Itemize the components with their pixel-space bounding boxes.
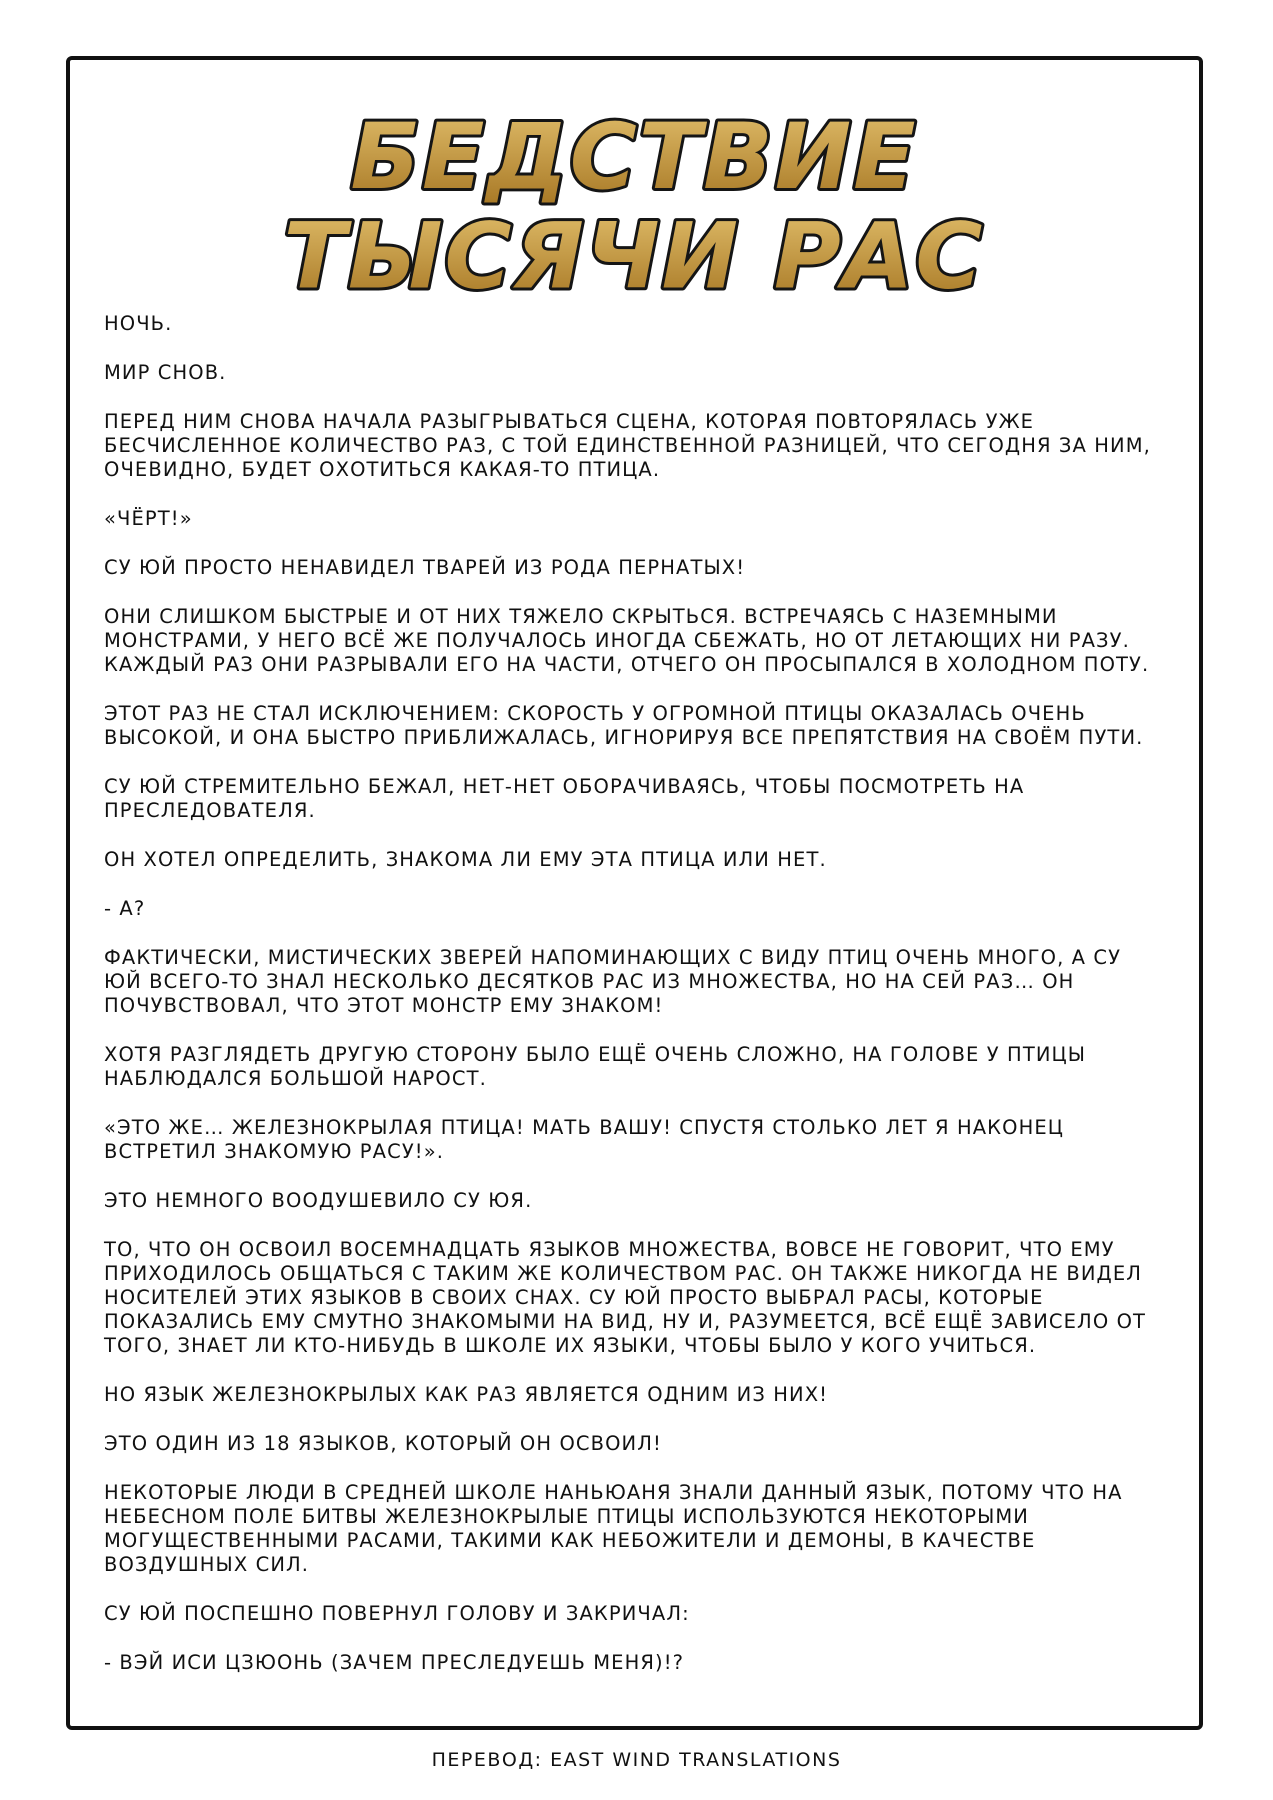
paragraph: МИР СНОВ.: [104, 361, 227, 384]
paragraph: «ЭТО ЖЕ… ЖЕЛЕЗНОКРЫЛАЯ ПТИЦА! МАТЬ ВАШУ! СПУСТЯ СТОЛЬКО ЛЕТ Я НАКОНЕЦ ВСТРЕТИЛ ЗНАКОМУЮ РАСУ!».: [104, 1116, 1064, 1163]
paragraph: СУ ЮЙ ПОСПЕШНО ПОВЕРНУЛ ГОЛОВУ И ЗАКРИЧАЛ:: [104, 1602, 690, 1625]
translation-credit: ПЕРЕВОД: EAST WIND TRANSLATIONS: [431, 1749, 842, 1771]
page-frame: [66, 56, 1203, 1730]
paragraph: ОНИ СЛИШКОМ БЫСТРЫЕ И ОТ НИХ ТЯЖЕЛО СКРЫТЬСЯ. ВСТРЕЧАЯСЬ С НАЗЕМНЫМИ МОНСТРАМИ, У НЕГО ВСЁ ЖЕ ПОЛУЧАЛОСЬ ИНОГДА СБЕЖАТЬ, НО ОТ ЛЕТАЮЩИХ НИ РАЗУ. КАЖДЫЙ РАЗ ОНИ РАЗРЫВАЛИ ЕГО НА ЧАСТИ, ОТЧЕГО ОН ПРОСЫПАЛСЯ В ХОЛОДНОМ ПОТУ.: [104, 605, 1150, 676]
paragraph: - А?: [104, 897, 146, 920]
paragraph: ЭТО НЕМНОГО ВООДУШЕВИЛО СУ ЮЯ.: [104, 1189, 533, 1212]
title-logo-graphic: [70, 100, 1199, 300]
paragraph: ЭТОТ РАЗ НЕ СТАЛ ИСКЛЮЧЕНИЕМ: СКОРОСТЬ У ОГРОМНОЙ ПТИЦЫ ОКАЗАЛАСЬ ОЧЕНЬ ВЫСОКОЙ, И ОНА БЫСТРО ПРИБЛИЖАЛАСЬ, ИГНОРИРУЯ ВСЕ ПРЕПЯТСТВИЯ НА СВОЁМ ПУТИ.: [104, 702, 1144, 749]
story-text: [104, 312, 1164, 1700]
paragraph: ОН ХОТЕЛ ОПРЕДЕЛИТЬ, ЗНАКОМА ЛИ ЕМУ ЭТА ПТИЦА ИЛИ НЕТ.: [104, 848, 827, 871]
paragraph: НЕКОТОРЫЕ ЛЮДИ В СРЕДНЕЙ ШКОЛЕ НАНЬЮАНЯ ЗНАЛИ ДАННЫЙ ЯЗЫК, ПОТОМУ ЧТО НА НЕБЕСНОМ ПОЛЕ БИТВЫ ЖЕЛЕЗНОКРЫЛЫЕ ПТИЦЫ ИСПОЛЬЗУЮТСЯ НЕКОТОРЫМИ МОГУЩЕСТВЕННЫМИ РАСАМИ, ТАКИМИ КАК НЕБОЖИТЕЛИ И ДЕМОНЫ, В КАЧЕСТВЕ ВОЗДУШНЫХ СИЛ.: [104, 1481, 1123, 1576]
paragraph: ПЕРЕД НИМ СНОВА НАЧАЛА РАЗЫГРЫВАТЬСЯ СЦЕНА, КОТОРАЯ ПОВТОРЯЛАСЬ УЖЕ БЕСЧИСЛЕННОЕ КОЛИЧЕСТВО РАЗ, С ТОЙ ЕДИНСТВЕННОЙ РАЗНИЦЕЙ, ЧТО СЕГОДНЯ ЗА НИМ, ОЧЕВИДНО, БУДЕТ ОХОТИТЬСЯ КАКАЯ-ТО ПТИЦА.: [104, 410, 1151, 481]
paragraph: СУ ЮЙ СТРЕМИТЕЛЬНО БЕЖАЛ, НЕТ-НЕТ ОБОРАЧИВАЯСЬ, ЧТОБЫ ПОСМОТРЕТЬ НА ПРЕСЛЕДОВАТЕЛЯ.: [104, 775, 1025, 822]
paragraph: СУ ЮЙ ПРОСТО НЕНАВИДЕЛ ТВАРЕЙ ИЗ РОДА ПЕРНАТЫХ!: [104, 556, 746, 579]
title-line-2: ТЫСЯЧИ РАС: [283, 202, 985, 300]
title-logo: [70, 100, 1199, 300]
paragraph: «ЧЁРТ!»: [104, 507, 193, 530]
title-line-1: БЕДСТВИЕ: [350, 103, 918, 211]
paragraph: НОЧЬ.: [104, 312, 173, 335]
paragraph: ТО, ЧТО ОН ОСВОИЛ ВОСЕМНАДЦАТЬ ЯЗЫКОВ МНОЖЕСТВА, ВОВСЕ НЕ ГОВОРИТ, ЧТО ЕМУ ПРИХОДИЛОСЬ ОБЩАТЬСЯ С ТАКИМ ЖЕ КОЛИЧЕСТВОМ РАС. ОН ТАКЖЕ НИКОГДА НЕ ВИДЕЛ НОСИТЕЛЕЙ ЭТИХ ЯЗЫКОВ В СВОИХ СНАХ. СУ ЮЙ ПРОСТО ВЫБРАЛ РАСЫ, КОТОРЫЕ ПОКАЗАЛИСЬ ЕМУ СМУТНО ЗНАКОМЫМИ НА ВИД, НУ И, РАЗУМЕЕТСЯ, ВСЁ ЕЩЁ ЗАВИСЕЛО ОТ ТОГО, ЗНАЕТ ЛИ КТО-НИБУДЬ В ШКОЛЕ ИХ ЯЗЫКИ, ЧТОБЫ БЫЛО У КОГО УЧИТЬСЯ.: [104, 1238, 1147, 1357]
paragraph: ХОТЯ РАЗГЛЯДЕТЬ ДРУГУЮ СТОРОНУ БЫЛО ЕЩЁ ОЧЕНЬ СЛОЖНО, НА ГОЛОВЕ У ПТИЦЫ НАБЛЮДАЛСЯ БОЛЬШОЙ НАРОСТ.: [104, 1043, 1087, 1090]
paragraph: - ВЭЙ ИСИ ЦЗЮОНЬ (ЗАЧЕМ ПРЕСЛЕДУЕШЬ МЕНЯ)!?: [104, 1651, 685, 1674]
paragraph: ЭТО ОДИН ИЗ 18 ЯЗЫКОВ, КОТОРЫЙ ОН ОСВОИЛ!: [104, 1432, 662, 1455]
paragraph: ФАКТИЧЕСКИ, МИСТИЧЕСКИХ ЗВЕРЕЙ НАПОМИНАЮЩИХ С ВИДУ ПТИЦ ОЧЕНЬ МНОГО, А СУ ЮЙ ВСЕГО-ТО ЗНАЛ НЕСКОЛЬКО ДЕСЯТКОВ РАС ИЗ МНОЖЕСТВА, НО НА СЕЙ РАЗ… ОН ПОЧУВСТВОВАЛ, ЧТО ЭТОТ МОНСТР ЕМУ ЗНАКОМ!: [104, 946, 1122, 1017]
paragraph: НО ЯЗЫК ЖЕЛЕЗНОКРЫЛЫХ КАК РАЗ ЯВЛЯЕТСЯ ОДНИМ ИЗ НИХ!: [104, 1383, 829, 1406]
